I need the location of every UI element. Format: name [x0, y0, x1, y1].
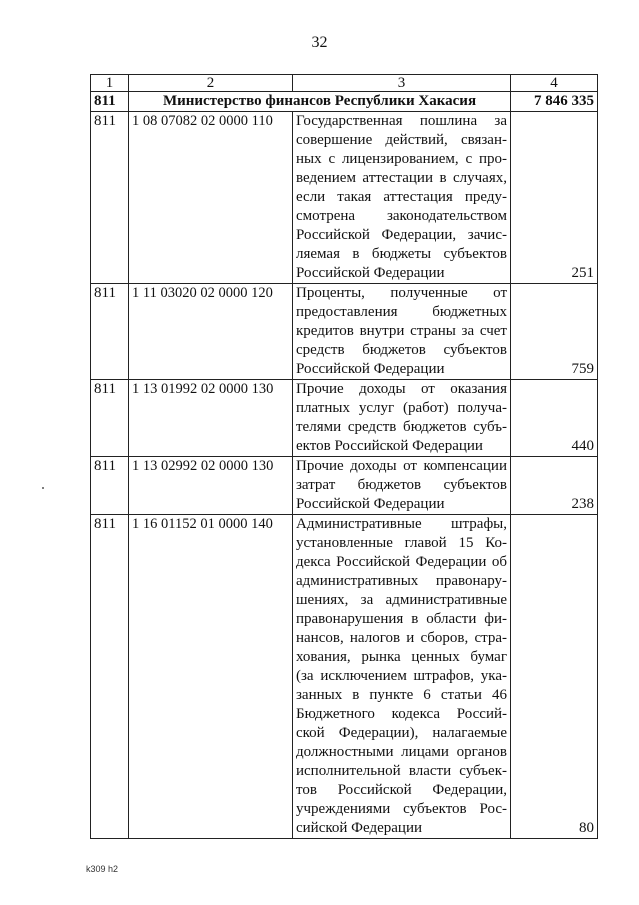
admin-code-cell: 811: [91, 380, 129, 457]
description-cell: [293, 112, 511, 284]
table-row: [91, 112, 598, 284]
description-line: Российской Федерации, зачис-: [296, 227, 507, 243]
description-line: ектов Российской Федерации: [296, 438, 483, 454]
description-line: Прочие доходы от оказания: [296, 381, 507, 397]
column-header-2: 2: [129, 75, 293, 92]
column-header-3: 3: [293, 75, 511, 92]
description-line: затрат бюджетов субъектов: [296, 477, 507, 493]
ministry-code: 811: [91, 92, 129, 112]
footer-stamp: k309 h2: [86, 864, 119, 874]
description-line: если такая аттестация преду-: [296, 189, 507, 205]
column-header-row: [91, 75, 598, 92]
ministry-row: [91, 92, 598, 112]
admin-code-cell: 811: [91, 457, 129, 515]
description-cell: [293, 284, 511, 380]
budget-code-cell: 1 13 01992 02 0000 130: [129, 380, 293, 457]
column-header-4: 4: [511, 75, 598, 92]
description-line: ляемая в бюджеты субъектов: [296, 246, 507, 262]
description-line: сийской Федерации: [296, 820, 423, 836]
table-row: [91, 284, 598, 380]
description-line: Государственная пошлина за: [296, 113, 507, 129]
description-line: Российской Федерации: [296, 361, 445, 377]
description-line: ведением аттестации в случаях,: [296, 170, 507, 186]
description-cell: [293, 380, 511, 457]
description-line: декса Российской Федерации об: [296, 554, 507, 570]
description-line: тов Российской Федерации,: [296, 782, 507, 798]
budget-code-cell: 1 08 07082 02 0000 110: [129, 112, 293, 284]
description-line: (за исключением штрафов, ука-: [296, 668, 507, 684]
description-line: Российской Федерации: [296, 265, 445, 281]
column-header-1: 1: [91, 75, 129, 92]
amount-cell: 759: [511, 284, 598, 380]
description-line: ных с лицензированием, с про-: [296, 151, 507, 167]
budget-code-cell: 1 16 01152 01 0000 140: [129, 515, 293, 839]
amount-cell: 251: [511, 112, 598, 284]
description-line: Бюджетного кодекса Россий-: [296, 706, 507, 722]
description-cell: [293, 515, 511, 839]
amount-cell: 440: [511, 380, 598, 457]
description-line: учреждениями субъектов Рос-: [296, 801, 507, 817]
description-line: занных в пункте 6 статьи 46: [296, 687, 507, 703]
page-number: 32: [311, 34, 328, 51]
budget-code-cell: 1 11 03020 02 0000 120: [129, 284, 293, 380]
description-line: шениях, за административные: [296, 592, 507, 608]
description-line: правонарушения в области фи-: [296, 611, 507, 627]
description-line: платных услуг (работ) получа-: [296, 400, 507, 416]
description-line: нансов, налогов и сборов, стра-: [296, 630, 507, 646]
description-line: должностными лицами органов: [296, 744, 507, 760]
revenue-table: [90, 74, 598, 839]
table-row: [91, 515, 598, 839]
ministry-amount: 7 846 335: [511, 92, 598, 112]
description-line: хования, рынка ценных бумаг: [296, 649, 507, 665]
description-line: телями средств бюджетов субъ-: [296, 419, 507, 435]
description-line: средств бюджетов субъектов: [296, 342, 507, 358]
admin-code-cell: 811: [91, 112, 129, 284]
description-line: смотрена законодательством: [296, 208, 507, 224]
amount-cell: 80: [511, 515, 598, 839]
description-line: Прочие доходы от компенсации: [296, 458, 507, 474]
description-line: административных правонару-: [296, 573, 507, 589]
scan-speck: [42, 487, 44, 489]
admin-code-cell: 811: [91, 515, 129, 839]
admin-code-cell: 811: [91, 284, 129, 380]
description-line: исполнительной власти субъек-: [296, 763, 507, 779]
amount-cell: 238: [511, 457, 598, 515]
ministry-title: Министерство финансов Республики Хакасия: [129, 92, 511, 112]
description-line: ской Федерации), налагаемые: [296, 725, 507, 741]
description-line: установленные главой 15 Ко-: [296, 535, 507, 551]
budget-code-cell: 1 13 02992 02 0000 130: [129, 457, 293, 515]
description-line: Проценты, полученные от: [296, 285, 507, 301]
description-line: предоставления бюджетных: [296, 304, 507, 320]
table-row: [91, 457, 598, 515]
table-row: [91, 380, 598, 457]
description-line: Административные штрафы,: [296, 516, 507, 532]
description-cell: [293, 457, 511, 515]
description-line: совершение действий, связан-: [296, 132, 507, 148]
description-line: кредитов внутри страны за счет: [296, 323, 507, 339]
description-line: Российской Федерации: [296, 496, 445, 512]
